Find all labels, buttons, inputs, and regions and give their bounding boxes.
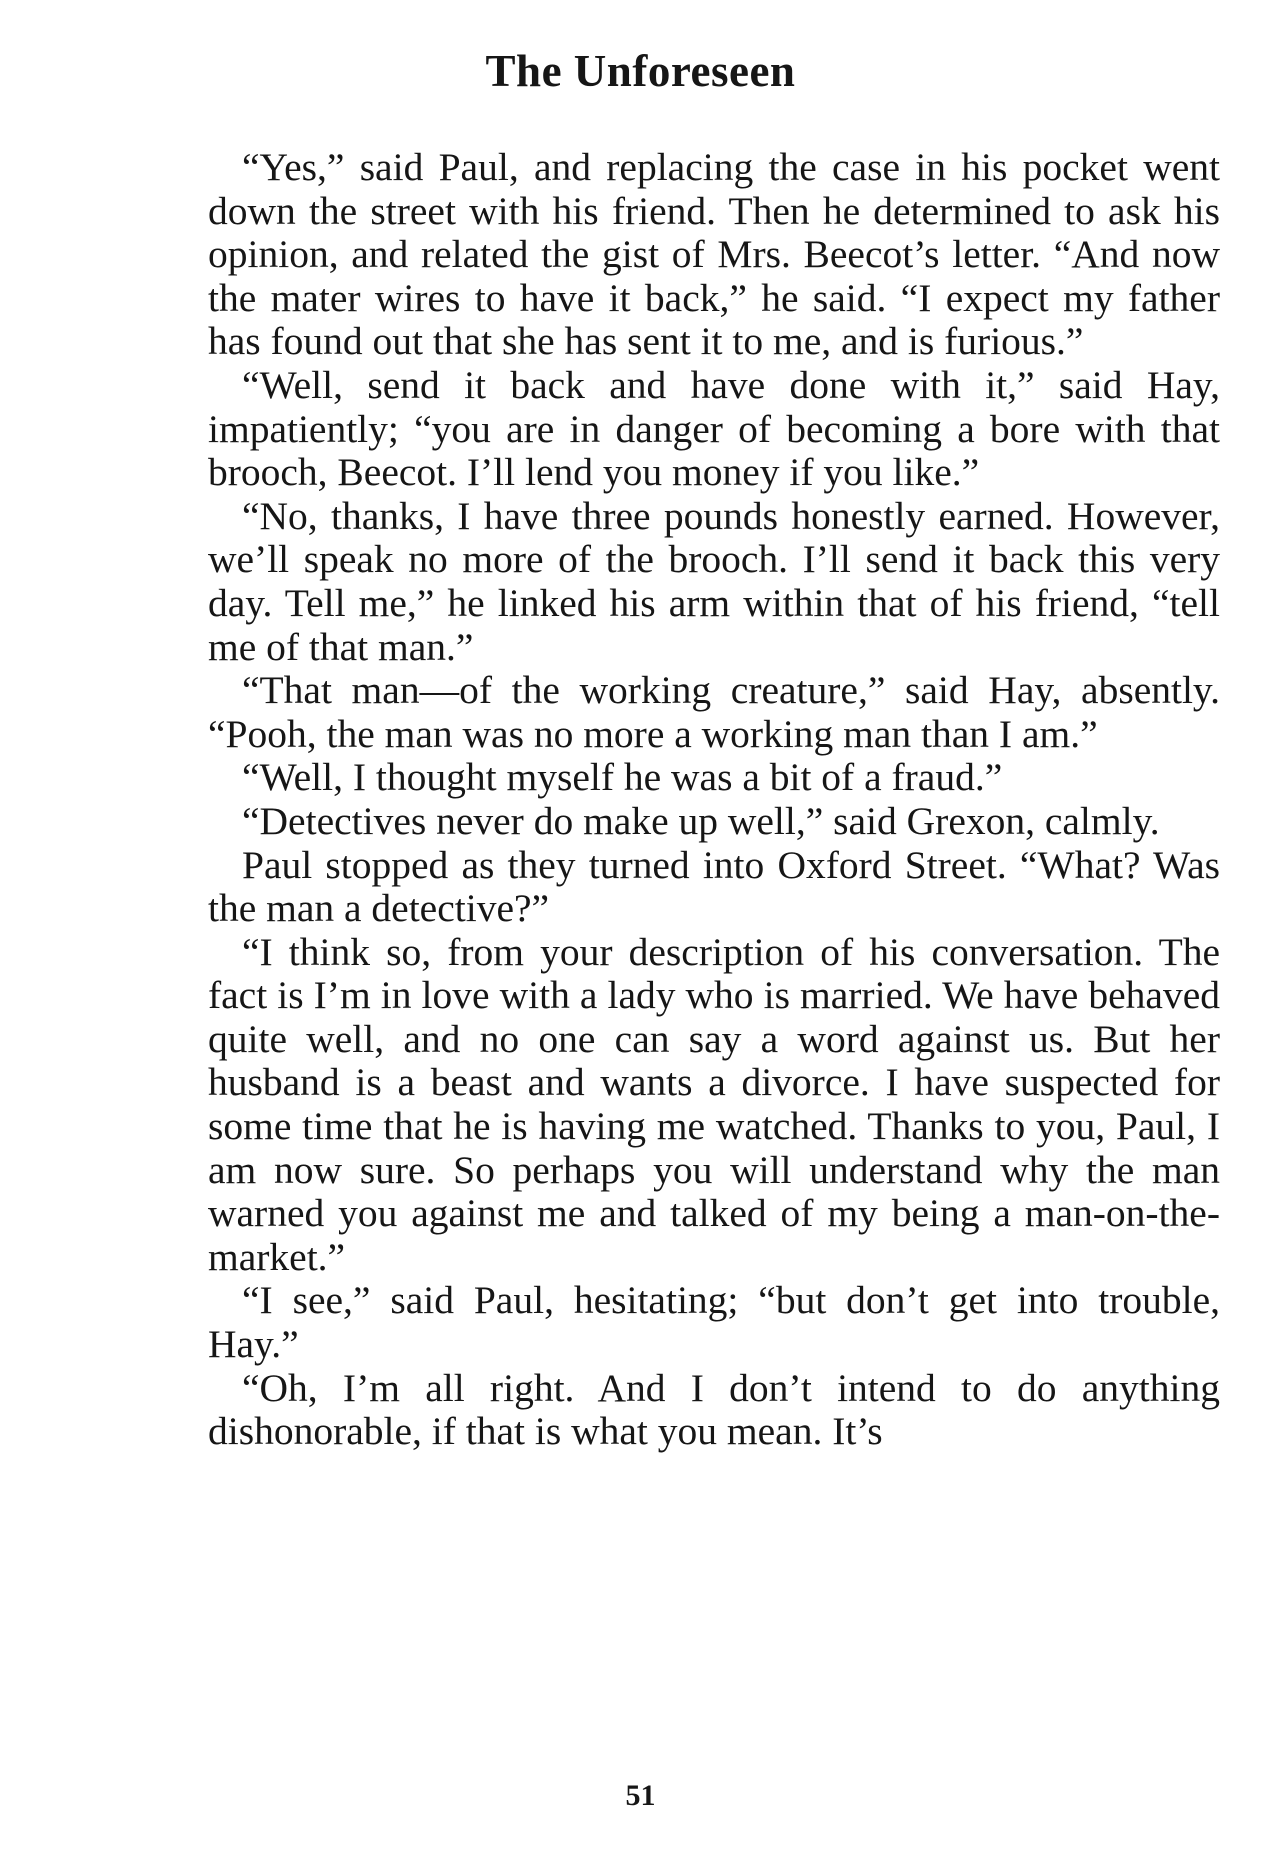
paragraph: “I think so, from your description of his conversation. The fact is I’m in love with a lady who is married. We have behaved quite well, and no one can say a word against us. But her husband is a beast and wants a divorce. I have suspected for some time that he is having me watched. Thanks to you, Paul, I am now sure. So perhaps you will understand why the man warned you against me and talked of my being a man-on-the-market.” <box>208 929 1220 1279</box>
paragraph: Paul stopped as they turned into Oxford Street. “What? Was the man a detective?” <box>208 842 1220 931</box>
paragraph: “Detectives never do make up well,” said Grexon, calmly. <box>242 798 1160 843</box>
paragraph: “Well, I thought myself he was a bit of a fraud.” <box>242 755 1003 800</box>
running-head: The Unforeseen <box>485 46 796 96</box>
paragraph: “No, thanks, I have three pounds honestly earned. However, we’ll speak no more of the brooch. I’ll send it back this very day. Tell me,” he linked his arm within that of his friend, “tell me of that man.” <box>208 493 1220 669</box>
paragraph: “That man—of the working creature,” said Hay, absently. “Pooh, the man was no more a working man than I am.” <box>208 668 1220 756</box>
paragraph: “I see,” said Paul, hesitating; “but don’t get into trouble, Hay.” <box>208 1278 1220 1367</box>
paragraph: “Oh, I’m all right. And I don’t intend to do anything dishonorable, if that is what you mean. It’s <box>208 1365 1220 1454</box>
page-number: 51 <box>625 1779 656 1812</box>
paragraph: “Yes,” said Paul, and replacing the case in his pocket went down the street with his friend. Then he determined to ask his opinion, and related the gist of Mrs. Beecot’s letter. “And now the mater wires to have it back,” he said. “I expect my father has found out that she has sent it to me, and is furious.” <box>208 145 1220 364</box>
body-text <box>208 146 1220 1454</box>
paragraph: “Well, send it back and have done with it,” said Hay, impatiently; “you are in danger of becoming a bore with that brooch, Beecot. I’ll lend you money if you like.” <box>208 362 1220 495</box>
